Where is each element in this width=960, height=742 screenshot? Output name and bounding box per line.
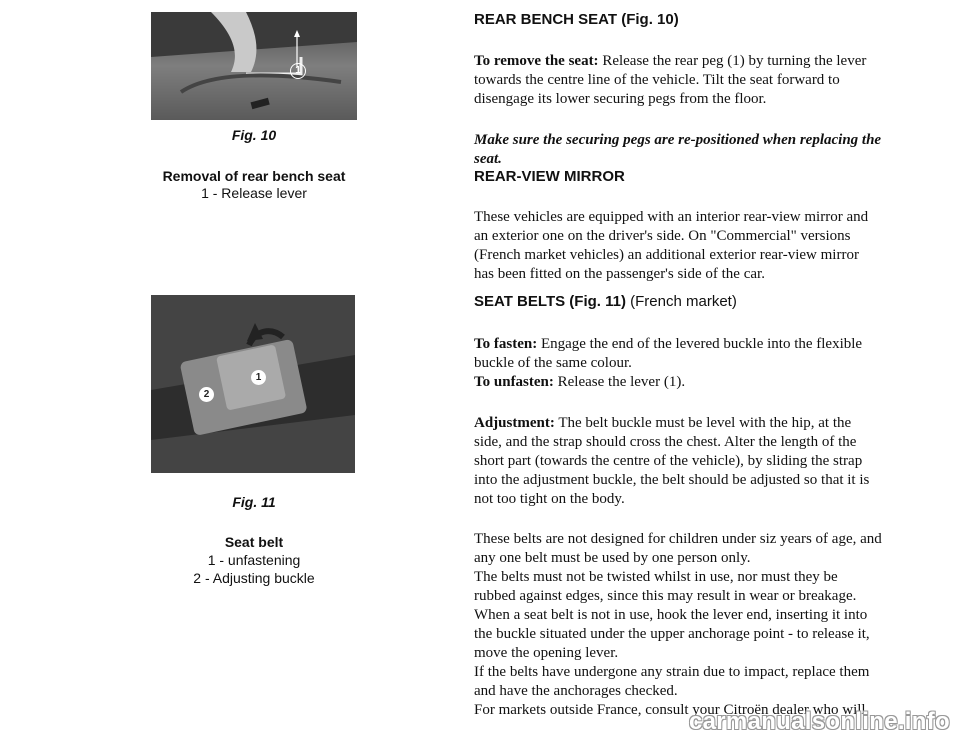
fig11-label: Fig. 11 <box>232 494 276 510</box>
mirror-line-2: an exterior one on the driver's side. On "Commercial" versions <box>474 228 851 244</box>
fasten-paragraph <box>474 335 914 392</box>
mirror-line-3: (French market vehicles) an additional exterior rear-view mirror <box>474 247 859 263</box>
seat-belt-buckle-illustration <box>151 295 355 473</box>
mirror-line-4: has been fitted on the passenger's side of the car. <box>474 266 765 282</box>
belts-general-paragraph <box>474 530 914 720</box>
remove-line-3: disengage its lower securing pegs from the floor. <box>474 91 767 107</box>
adjust-line-4: into the adjustment buckle, the belt should be adjusted so that it is <box>474 472 870 488</box>
fig11-caption-title: Seat belt <box>224 534 284 550</box>
general-line-10: For markets outside France, consult your Citroën dealer who will <box>474 702 866 718</box>
fig11-callout-1: 1 <box>251 370 266 385</box>
general-line-9: and have the anchorages checked. <box>474 683 678 699</box>
general-line-6: the buckle situated under the upper anchorage point - to release it, <box>474 626 870 642</box>
remove-line-2: towards the centre line of the vehicle. Tilt the seat forward to <box>474 72 840 88</box>
mirror-heading: REAR-VIEW MIRROR <box>474 168 625 185</box>
rear-bench-heading: REAR BENCH SEAT (Fig. 10) <box>474 11 679 28</box>
adjust-line-1: The belt buckle must be level with the hip, at the <box>554 415 852 431</box>
remove-seat-label: To remove the seat: <box>474 53 599 69</box>
fig10-callout-1: 1 <box>290 63 306 79</box>
note-line-1: Make sure the securing pegs are re-positioned when replacing the <box>474 132 882 148</box>
remove-line-1: Release the rear peg (1) by turning the lever <box>598 53 867 69</box>
adjust-line-3: short part (towards the centre of the vehicle), by sliding the strap <box>474 453 863 469</box>
fasten-line-2: buckle of the same colour. <box>474 355 632 371</box>
seat-belts-heading-bold: SEAT BELTS (Fig. 11) <box>474 293 626 310</box>
unfasten-label: To unfasten: <box>474 374 554 390</box>
fig11-caption-line-2: 2 - Adjusting buckle <box>193 570 315 586</box>
general-line-7: move the opening lever. <box>474 645 619 661</box>
fig10-photo <box>151 12 357 120</box>
rear-bench-peg-illustration <box>151 12 357 120</box>
adjust-line-5: not too tight on the body. <box>474 491 625 507</box>
fig10-label: Fig. 10 <box>231 127 277 143</box>
fig11-caption-line-1: 1 - unfastening <box>207 552 301 568</box>
general-line-3: The belts must not be twisted whilst in use, nor must they be <box>474 569 838 585</box>
fasten-line-1: Engage the end of the levered buckle into the flexible <box>537 336 863 352</box>
fasten-label: To fasten: <box>474 336 538 352</box>
general-line-5: When a seat belt is not in use, hook the lever end, inserting it into <box>474 607 868 623</box>
adjustment-label: Adjustment: <box>474 415 555 431</box>
mirror-line-1: These vehicles are equipped with an interior rear-view mirror and <box>474 209 869 225</box>
fig10-caption-line-1: 1 - Release lever <box>201 185 307 201</box>
general-line-2: any one belt must be used by one person only. <box>474 550 751 566</box>
seat-belts-heading <box>474 293 737 310</box>
adjustment-paragraph <box>474 414 914 509</box>
seat-belts-heading-market: (French market) <box>625 293 737 310</box>
fig11-photo <box>151 295 355 473</box>
general-line-8: If the belts have undergone any strain due to impact, replace them <box>474 664 870 680</box>
fig10-caption-title: Removal of rear bench seat <box>162 168 346 184</box>
site-watermark: carmanualsonline.info <box>688 708 950 735</box>
securing-pegs-note <box>474 131 914 169</box>
general-line-4: rubbed against edges, since this may result in wear or breakage. <box>474 588 857 604</box>
mirror-paragraph <box>474 208 914 284</box>
adjust-line-2: side, and the strap should cross the chest. Alter the length of the <box>474 434 857 450</box>
note-line-2: seat. <box>474 151 502 167</box>
fig11-callout-2: 2 <box>199 387 214 402</box>
unfasten-text: Release the lever (1). <box>553 374 686 390</box>
rear-bench-remove-paragraph <box>474 52 914 109</box>
general-line-1: These belts are not designed for children under siz years of age, and <box>474 531 882 547</box>
